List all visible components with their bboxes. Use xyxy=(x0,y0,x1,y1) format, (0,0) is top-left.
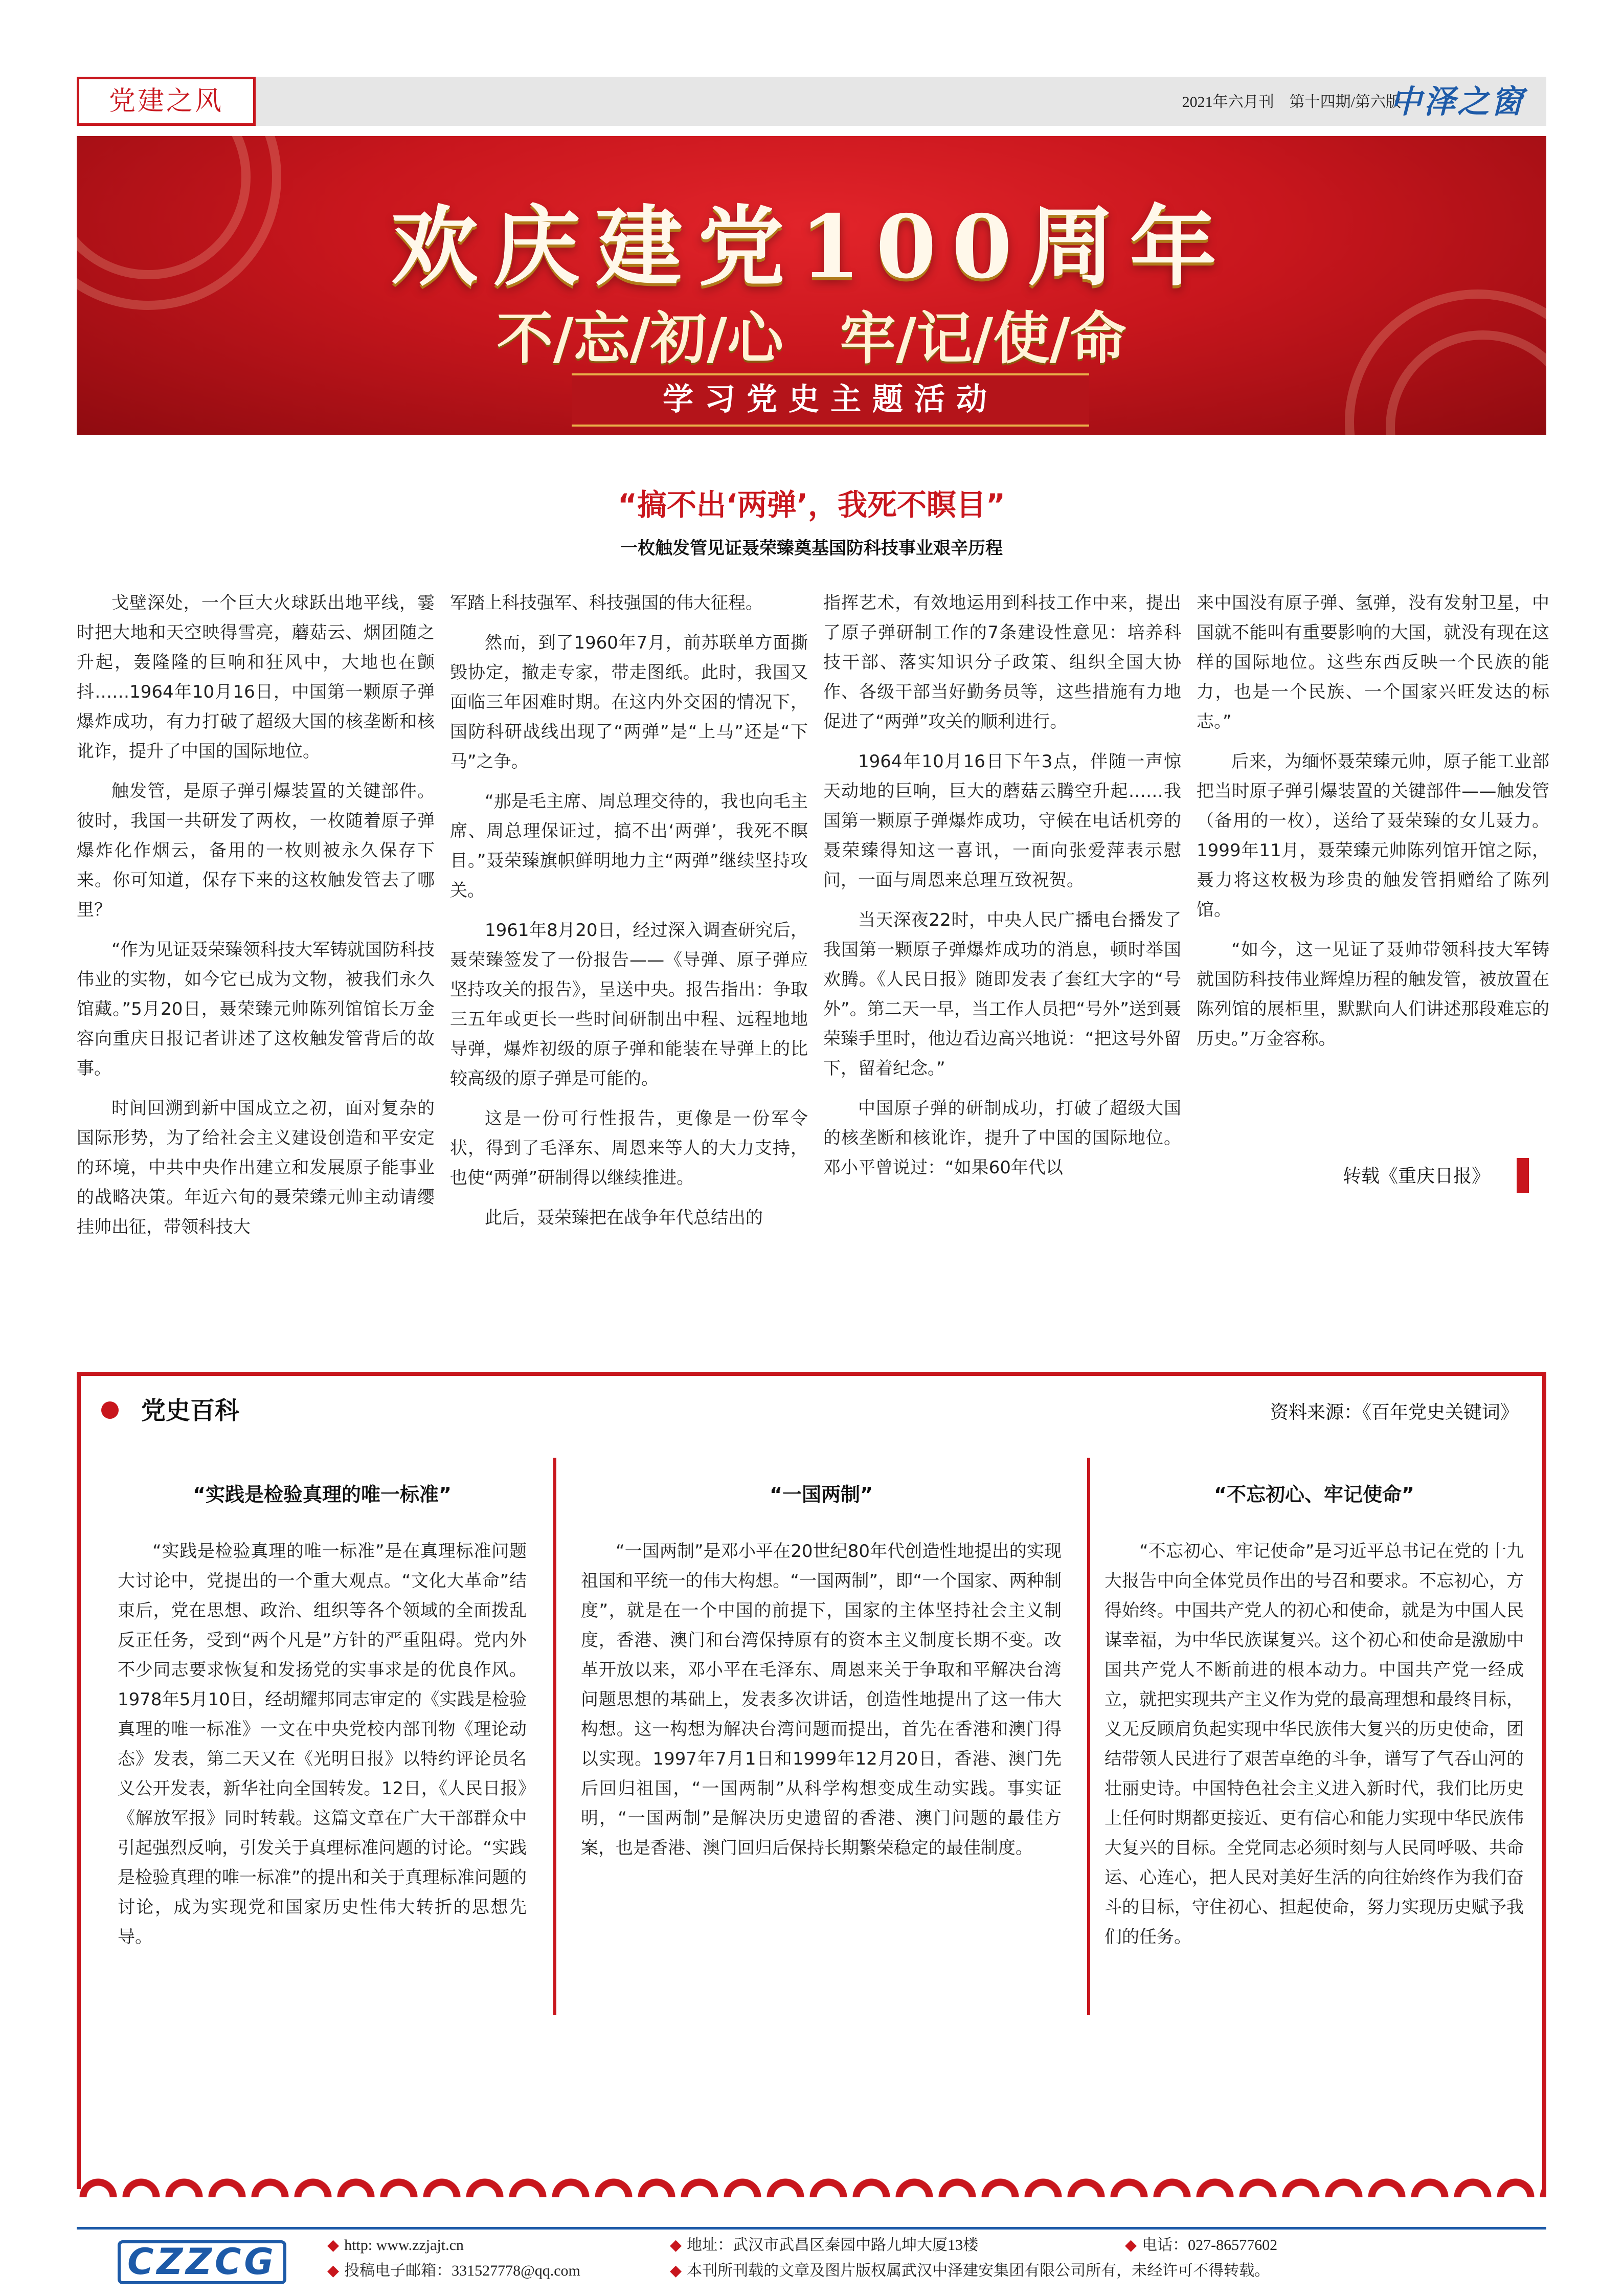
history-entry-text: “一国两制”是邓小平在20世纪80年代创造性地提出的实现祖国和平统一的伟大构想。“一国两制”，即“一个国家、两种制度”，就是在一个中国的前提下，国家的主体坚持社会主义制度，香港、澳门和台湾保持原有的资本主义制度长期不变。改革开放以来，邓小平在毛泽东、周恩来关于争取和平解决台湾问题思想的基础上，发表多次讲话，创造性地提出了这一伟大构想。这一构想为解决台湾问题而提出，首先在香港和澳门得以实现。1997年7月1日和1999年12月20日，香港、澳门先后回归祖国，“一国两制”从科学构想变成生动实践。事实证明，“一国两制”是解决历史遗留的香港、澳门问题的最佳方案，也是香港、澳门回归后保持长期繁荣稳定的最佳制度。 xyxy=(581,1541,1062,1858)
phone-text: 电话：027-86577602 xyxy=(1142,2237,1278,2254)
banner-theme-bar: 学习党史主题活动 xyxy=(572,373,1089,427)
company-logo: CZZCG xyxy=(118,2240,286,2284)
history-entry-text: “实践是检验真理的唯一标准”是在真理标准问题大讨论中，党提出的一个重大观点。“文化大革命”结束后，党在思想、政治、组织等各个领域的全面拨乱反正任务，受到“两个凡是”方针的严重阻碍。党内外不少同志要求恢复和发扬党的实事求是的优良作风。1978年5月10日，经胡耀邦同志审定的《实践是检验真理的唯一标准》一文在中央党校内部刊物《理论动态》发表，第二天又在《光明日报》以特约评论员名义公开发表，新华社向全国转发。12日，《人民日报》《解放军报》同时转载。这篇文章在广大干部群众中引起强烈反响，引发关于真理标准问题的讨论。“实践是检验真理的唯一标准”的提出和关于真理标准问题的讨论，成为实现党和国家历史性伟大转折的思想先导。 xyxy=(118,1541,527,1947)
paragraph: 戈壁深处，一个巨大火球跃出地平线，霎时把大地和天空映得雪亮，蘑菇云、烟团随之升起，轰隆隆的巨响和狂风中，大地也在颤抖……1964年10月16日，中国第一颗原子弹爆炸成功，有力打破了超级大国的核垄断和核讹诈，提升了中国的国际地位。 xyxy=(77,593,435,762)
diamond-bullet-icon: ◆ xyxy=(670,2237,682,2254)
diamond-bullet-icon: ◆ xyxy=(327,2237,340,2254)
bullet-dot-icon xyxy=(101,1401,119,1419)
diamond-bullet-icon: ◆ xyxy=(1125,2237,1137,2254)
history-entry-2 xyxy=(581,1479,1062,1863)
history-entry-title: “一国两制” xyxy=(770,1483,873,1506)
masthead-title: 中泽之窗 xyxy=(1389,83,1525,120)
article-subtitle: 一枚触发管见证聂荣臻奠基国防科技事业艰辛历程 xyxy=(620,538,1003,559)
paragraph-continued: 军踏上科技强军、科技强国的伟大征程。 xyxy=(450,593,763,613)
issue-line: 2021年六月刊 第十四期/第六版 xyxy=(1182,94,1401,110)
copyright-text: 本刊所刊载的文章及图片版权属武汉中泽建安集团有限公司所有，未经许可不得转载。 xyxy=(687,2262,1270,2279)
paragraph: 这是一份可行性报告，更像是一份军令状，得到了毛泽东、周恩来等人的大力支持，也使“两弹”研制得以继续推进。 xyxy=(450,1108,808,1188)
column-divider xyxy=(1087,1458,1090,2015)
section-tab: 党建之风 xyxy=(77,77,256,126)
paragraph-continued: 来中国没有原子弹、氢弹，没有发射卫星，中国就不能叫有重要影响的大国，就没有现在这样的国际地位。这些东西反映一个民族的能力，也是一个民族、一个国家兴旺发达的标志。” xyxy=(1197,593,1549,732)
paragraph-continued: 指挥艺术，有效地运用到科技工作中来，提出了原子弹研制工作的7条建设性意见：培养科技干部、落实知识分子政策、组织全国大协作、各级干部当好勤务员等，这些措施有力地促进了“两弹”攻关的顺利进行。 xyxy=(823,593,1181,732)
paragraph: “如今，这一见证了聂帅带领科技大军铸就国防科技伟业辉煌历程的触发管，被放置在陈列馆的展柜里，默默向人们讲述那段难忘的历史。”万金容称。 xyxy=(1197,940,1549,1049)
diamond-bullet-icon: ◆ xyxy=(670,2262,682,2279)
paragraph: 触发管，是原子弹引爆装置的关键部件。彼时，我国一共研发了两枚，一枚随着原子弹爆炸化作烟云，备用的一枚则被永久保存下来。你可知道，保存下来的这枚触发管去了哪里？ xyxy=(77,781,435,920)
column-divider xyxy=(553,1458,556,2015)
paragraph: 此后，聂荣臻把在战争年代总结出的 xyxy=(485,1208,763,1228)
paragraph: 然而，到了1960年7月，前苏联单方面撕毁协定，撤走专家，带走图纸。此时，我国又面临三年困难时期。在这内外交困的情况下，国防科研战线出现了“两弹”是“上马”还是“下马”之争。 xyxy=(450,633,808,772)
address-text: 地址：武汉市武昌区秦园中路九坤大厦13楼 xyxy=(687,2237,979,2254)
banner-title: 欢庆建党100周年 xyxy=(391,196,1232,298)
diamond-bullet-icon: ◆ xyxy=(327,2262,340,2279)
paragraph: “作为见证聂荣臻领科技大军铸就国防科技伟业的实物，如今它已成为文物，被我们永久馆藏。”5月20日，聂荣臻元帅陈列馆馆长万金容向重庆日报记者讲述了这枚触发管背后的故事。 xyxy=(77,940,435,1079)
website-text[interactable]: http: www.zzjajt.cn xyxy=(344,2237,464,2254)
article-column-3 xyxy=(823,588,1181,1183)
history-entry-3 xyxy=(1104,1479,1524,1952)
footer-copyright xyxy=(670,2259,1539,2283)
article-title: “搞不出‘两弹’，我死不瞑目” xyxy=(617,487,1006,522)
paragraph: 时间回溯到新中国成立之初，面对复杂的国际形势，为了给社会主义建设创造和平安定的环境，中共中央作出建立和发展原子能事业的战略决策。年近六旬的聂荣臻元帅主动请缨挂帅出征，带领科技大 xyxy=(77,1098,435,1237)
article-column-1 xyxy=(77,588,435,1242)
article-column-2 xyxy=(450,588,808,1233)
footer-website[interactable] xyxy=(327,2233,660,2258)
scallop-border xyxy=(77,2161,1546,2197)
banner-subtitle: 不/忘/初/心 牢/记/使/命 xyxy=(497,305,1126,371)
footer-address xyxy=(670,2233,1089,2258)
history-entry-title: “实践是检验真理的唯一标准” xyxy=(193,1483,452,1506)
footer-phone xyxy=(1125,2233,1432,2258)
footer-rule xyxy=(77,2227,1546,2230)
paragraph: 当天深夜22时，中央人民广播电台播发了我国第一颗原子弹爆炸成功的消息，顿时举国欢腾。《人民日报》随即发表了套红大字的“号外”。第二天一早，当工作人员把“号外”送到聂荣臻手里时，他边看边高兴地说：“把这号外留下，留着纪念。” xyxy=(823,910,1181,1079)
party-history-source: 资料来源：《百年党史关键词》 xyxy=(1270,1402,1519,1423)
email-text[interactable]: 投稿电子邮箱：331527778@qq.com xyxy=(344,2262,580,2279)
history-entry-title: “不忘初心、牢记使命” xyxy=(1214,1483,1414,1506)
banner xyxy=(77,136,1546,435)
article-column-4 xyxy=(1197,588,1549,1054)
footer-email[interactable] xyxy=(327,2259,660,2283)
history-entry-1 xyxy=(118,1479,527,1952)
paragraph: 1961年8月20日，经过深入调查研究后，聂荣臻签发了一份报告——《导弹、原子弹应坚持攻关的报告》，呈送中央。报告指出：争取三五年或更长一些时间研制出中程、远程地地导弹，爆炸初级的原子弹和能装在导弹上的比较高级的原子弹是可能的。 xyxy=(450,920,808,1089)
paragraph: “那是毛主席、周总理交待的，我也向毛主席、周总理保证过，搞不出‘两弹’，我死不瞑目。”聂荣臻旗帜鲜明地力主“两弹”继续坚持攻关。 xyxy=(450,791,808,901)
paragraph: 中国原子弹的研制成功，打破了超级大国的核垄断和核讹诈，提升了中国的国际地位。邓小平曾说过：“如果60年代以 xyxy=(823,1098,1181,1178)
history-entry-text: “不忘初心、牢记使命”是习近平总书记在党的十九大报告中向全体党员作出的号召和要求。不忘初心，方得始终。中国共产党人的初心和使命，就是为中国人民谋幸福，为中华民族谋复兴。这个初心和使命是激励中国共产党人不断前进的根本动力。中国共产党一经成立，就把实现共产主义作为党的最高理想和最终目标，义无反顾肩负起实现中华民族伟大复兴的历史使命，团结带领人民进行了艰苦卓绝的斗争，谱写了气吞山河的壮丽史诗。中国特色社会主义进入新时代，我们比历史上任何时期都更接近、更有信心和能力实现中华民族伟大复兴的目标。全党同志必须时刻与人民同呼吸、共命运、心连心，把人民对美好生活的向往始终作为我们奋斗的目标，守住初心、担起使命，努力实现历史赋予我们的任务。 xyxy=(1104,1541,1524,1947)
paragraph: 后来，为缅怀聂荣臻元帅，原子能工业部把当时原子弹引爆装置的关键部件——触发管（备用的一枚），送给了聂荣臻的女儿聂力。1999年11月，聂荣臻元帅陈列馆开馆之际，聂力将这枚极为珍贵的触发管捐赠给了陈列馆。 xyxy=(1197,751,1549,920)
party-history-title: 党史百科 xyxy=(141,1396,240,1425)
credit-marker xyxy=(1517,1158,1529,1193)
paragraph: 1964年10月16日下午3点，伴随一声惊天动地的巨响，巨大的蘑菇云腾空升起……我国第一颗原子弹爆炸成功，守候在电话机旁的聂荣臻得知这一喜讯，一面向张爱萍表示慰问，一面与周恩来总理互致祝贺。 xyxy=(823,751,1181,890)
article-credit: 转载《重庆日报》 xyxy=(1343,1166,1491,1187)
